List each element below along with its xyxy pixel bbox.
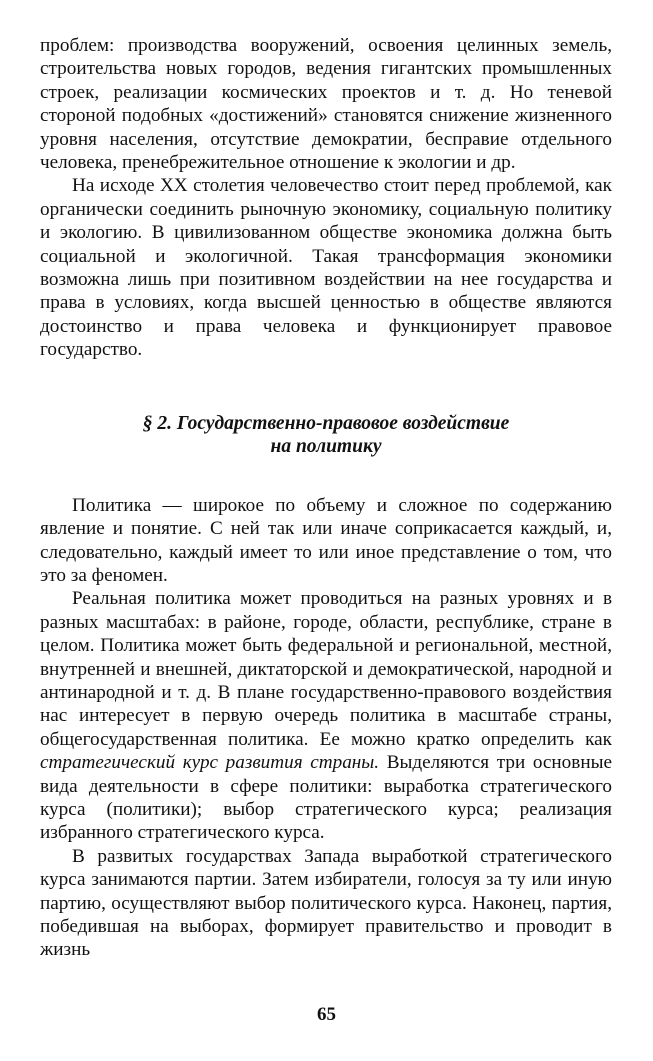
page-number: 65: [317, 1004, 336, 1025]
paragraph-xx-century: На исходе XX столетия человечество стоит перед проблемой, как органически соединить рыночную экономику, социальную политику и экологию. В цивилизованном обществе экономика должна быть социальной и экологичной. Такая трансформация экономики возможна лишь при позитивном воздействии на нее государства и права в условиях, когда высшей ценностью в обществе являются достоинство и права человека и функционирует правовое государство.: [40, 175, 612, 361]
paragraph-real-politics-text-b: Выделяются три основные вида деятельности в сфере политики: выработка стратегического курса (политики); выбор стратегического курса; реализация избранного стратегического курса.: [40, 752, 613, 844]
document-page: [40, 34, 612, 962]
paragraph-western-states: В развитых государствах Запада выработкой стратегического курса занимаются партии. Затем избиратели, голосуя за ту или иную партию, осуществляют выбор политического курса. Наконец, партия, победившая на выборах, формирует правительство и проводит в жизнь: [40, 845, 612, 961]
section-heading-line-2: на политику: [270, 436, 382, 458]
paragraph-real-politics: [40, 587, 612, 844]
paragraph-real-politics-text-a: Реальная политика может проводиться на разных уровнях и в разных масштабах: в районе, городе, области, республике, стране в целом. Политика может быть федеральной и региональной, местной, внутренней и внешней, диктаторской и демократической, народной и антинародной и т. д. В плане государственно-правового воздействия нас интересует в первую очередь политика в масштабе страны, общегосударственная политика. Ее можно кратко определить как: [40, 588, 612, 750]
paragraph-politics-definition: Политика — широкое по объему и сложное по содержанию явление и понятие. С ней так или иначе соприкасается каждый, и, следовательно, каждый имеет то или иное представление о том, что это за феномен.: [40, 494, 612, 586]
paragraph-continuation: проблем: производства вооружений, освоения целинных земель, строительства новых городов, ведения гигантских промышленных строек, реализации космических проектов и т. д. Но теневой стороной подобных «достижений» становятся снижение жизненного уровня населения, отсутствие демократии, бесправие отдельного человека, пренебрежительное отношение к экологии и др.: [40, 35, 612, 174]
section-heading: [40, 412, 612, 459]
section-heading-line-1: § 2. Государственно-правовое воздействие: [142, 412, 510, 434]
strategic-course-emphasis: стратегический курс развития страны.: [40, 752, 380, 774]
